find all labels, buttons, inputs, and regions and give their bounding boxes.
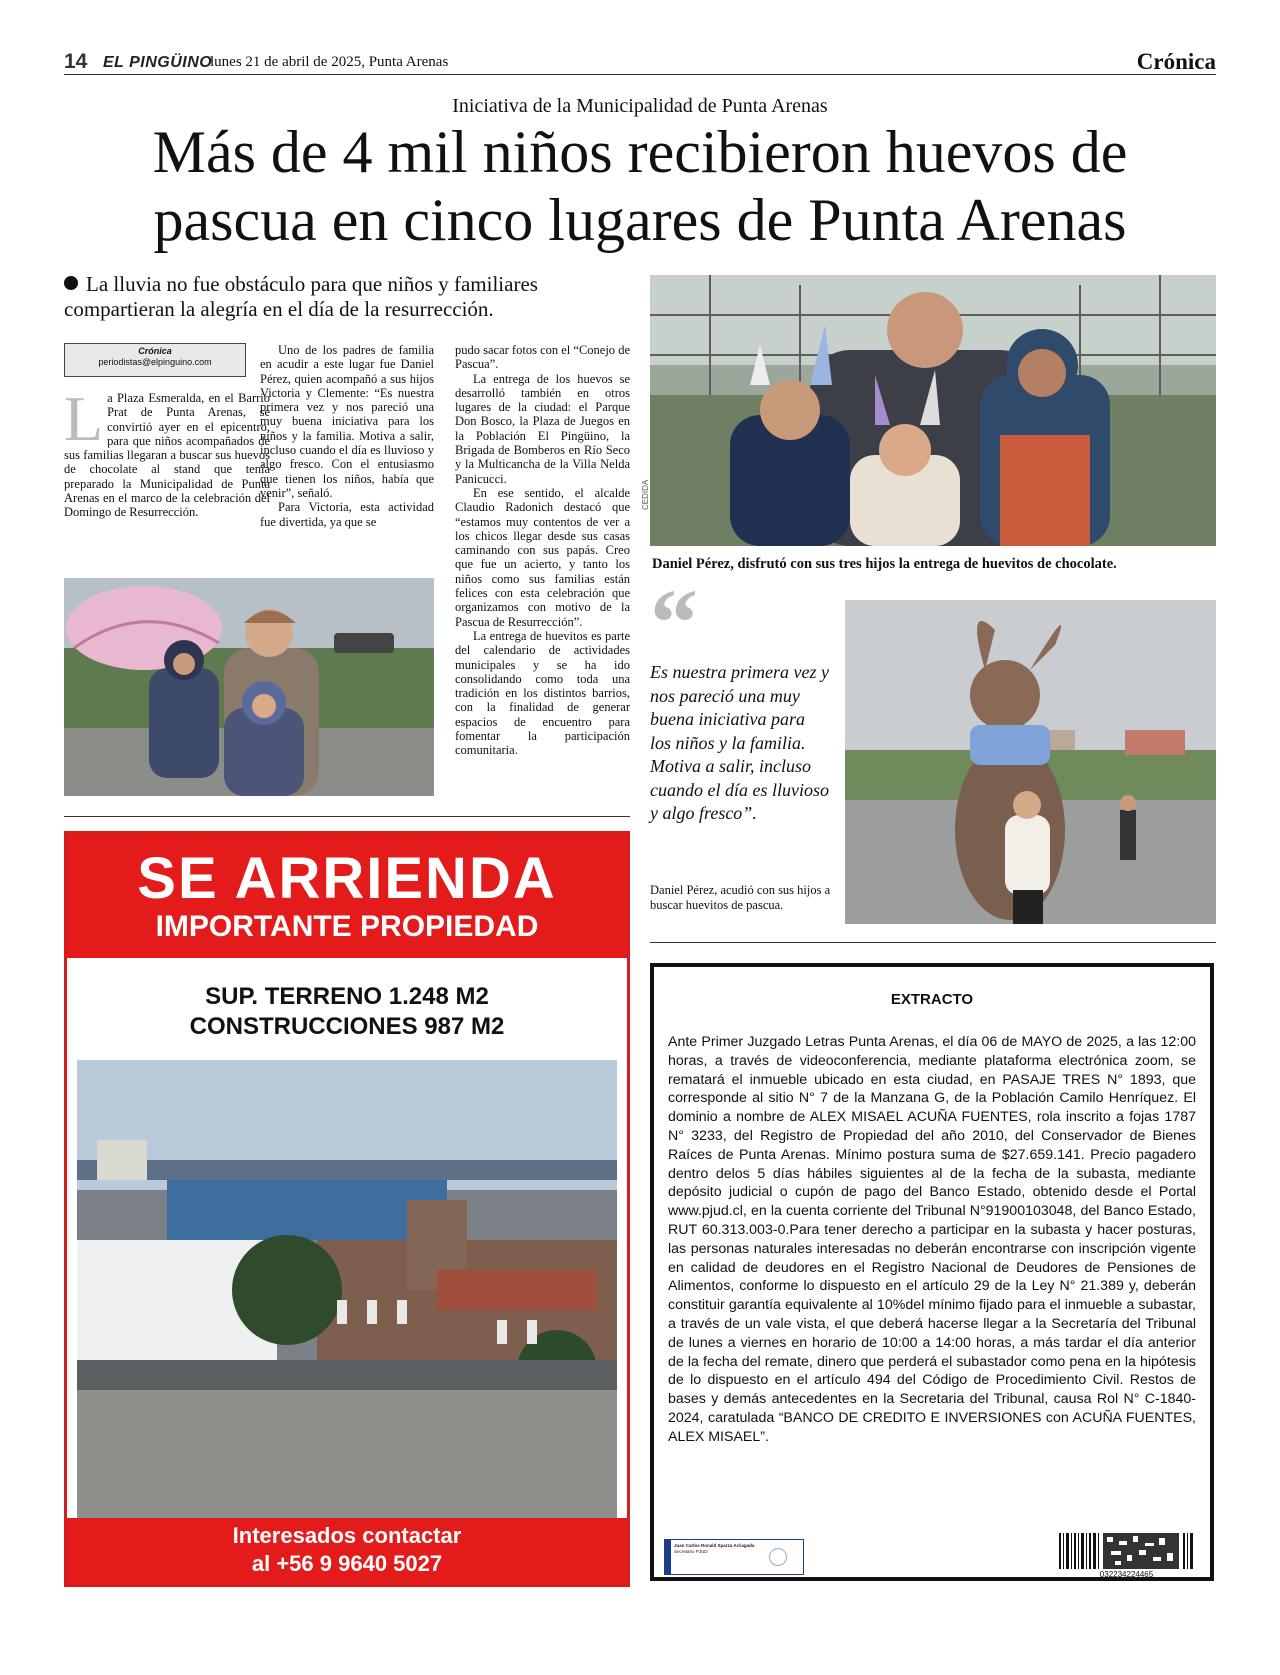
paragraph: a Plaza Esmeralda, en el Barrio Prat de Punta Arenas, se convirtió ayer en el epicentro, para que niños acompañados de sus familias llegaran a buscar sus huevos de chocolate al stand que tenía preparado la Municipalidad de Punta Arenas en el marco de la celebración del Domingo de Resurrección. [64, 391, 270, 520]
paragraph: La entrega de los huevos se desarrolló también en otros lugares de la ciudad: el Parque Don Bosco, la Plaza de Juegos en la Población El Pingüino, la Brigada de Bomberos en Río Seco y la Multicancha de la Villa Nelda Panicucci. [455, 371, 630, 486]
photo-credit: CEDIDA [641, 479, 650, 510]
article-column-2 [260, 343, 434, 529]
photo-family-bunny-ears [650, 275, 1216, 546]
photo-bunny-mascot [845, 600, 1216, 924]
ad-header [67, 834, 627, 958]
lead-text: La lluvia no fue obstáculo para que niños y familiares compartieran la alegría en el día de la resurrección. [64, 272, 538, 321]
ad-contact-phone: al +56 9 9640 5027 [251, 1551, 443, 1576]
rental-advertisement [64, 831, 630, 1587]
barcode-number: 032234224465 [1099, 1570, 1154, 1579]
page-number: 14 [64, 50, 88, 73]
article-kicker: Iniciativa de la Municipalidad de Punta Arenas [452, 95, 828, 117]
paragraph: En ese sentido, el alcalde Claudio Radonich destacó que “estamos muy contentos de ver a los chicos llegar desde sus casas caminando con sus papás. Creo que fue un acierto, y tanto los niños como sus familias están felices con esta celebración que organizamos con motivo de la Pascua de Resurrección”. [455, 485, 630, 629]
barcode [1059, 1533, 1194, 1569]
section-rule [650, 942, 1216, 943]
signature-bar [665, 1540, 671, 1574]
pull-quote: Es nuestra primera vez y nos pareció una muy buena iniciativa para los niños y la familia. Motiva a salir, incluso cuando el día es lluvioso y algo fresco”. [650, 662, 829, 823]
ad-specs [67, 982, 627, 1042]
article-headline: Más de 4 mil niños recibieron huevos de pascua en cinco lugares de Punta Arenas [152, 119, 1128, 253]
byline-name: Crónica [138, 346, 172, 356]
signer-role: Secretario PJUD [674, 1548, 708, 1554]
drop-cap: L [64, 383, 104, 454]
ad-title: SE ARRIENDA [137, 846, 557, 911]
newspaper-logo: EL PINGÜINO [103, 54, 213, 71]
section-name: Crónica [1136, 49, 1216, 74]
photo-caption-2: Daniel Pérez, acudió con sus hijos a buscar huevitos de pascua. [650, 883, 831, 912]
legal-notice-box [650, 963, 1214, 1581]
article-column-3 [455, 343, 630, 758]
legal-notice-body: Ante Primer Juzgado Letras Punta Arenas, el día 06 de MAYO de 2025, a las 12:00 horas, a través de videoconferencia, mediante plataforma electrónica zoom, se rematará el inmueble ubicado en esta ciudad, en PASAJE TRES N° 1893, que corresponde al sitio N° 7 de la Manzana G, de la Población Camilo Henríquez. El dominio a nombre de ALEX MISAEL ACUÑA FUENTES, rola inscrito a fojas 1787 N° 3233, del Registro de Propiedad del año 2010, del Conservador de Bienes Raíces de Punta Arenas. Mínimo postura suma de $27.659.141. Precio pagadero dentro delos 5 días hábiles siguientes al de la fecha de la subasta, mediante depósito judicial o cupón de pago del Banco Estado, obtenido desde el Portal www.pjud.cl, en la cuenta corriente del Tribunal N°91900103048, del Banco Estado, RUT 60.313.003-0.Para tener derecho a participar en la subasta y hacer posturas, las personas naturales interesadas no deberán encontrarse con inscripción vigente en calidad de deudores en el Registro Nacional de Deudores de Pensiones de Alimentos, conforme lo dispuesto en el artículo 29 de la Ley N° 21.389 y, deberán constituir garantía equivalente al 10%del mínimo fijado para el inmueble a subastar, a través de un vale vista, el que deberá hacerse llegar a la Secretaría del Tribunal de lunes a viernes en horario de 10:00 a 14:00 horas, a más tardar el día anterior de la fecha del remate, dinero que perderá el subastador como pena en la hipótesis de lo dispuesto en el artículo 494 del Código de Procedimiento Civil. Restos de bases y demás antecedentes en la Secretaria del Tribunal, causa Rol N° C-1840-2024, caratulada “BANCO DE CREDITO E INVERSIONES con ACUÑA FUENTES, ALEX MISAEL”. [668, 1034, 1196, 1445]
ad-contact [67, 1518, 627, 1584]
bullet-icon [64, 276, 78, 290]
photo-family-umbrella [64, 578, 434, 796]
digital-signature [664, 1539, 804, 1575]
article-lead [64, 272, 644, 322]
section-rule [64, 816, 630, 817]
header-rule [64, 74, 1216, 75]
photo-caption-main: Daniel Pérez, disfrutó con sus tres hijos la entrega de huevitos de chocolate. [652, 556, 1117, 572]
ad-contact-line-1: Interesados contactar [232, 1523, 462, 1548]
lock-icon [769, 1548, 787, 1566]
byline-box [64, 343, 246, 377]
signer-name: Juan Carlos Ronald Sparza Arriagada [674, 1543, 755, 1548]
paragraph: La entrega de huevitos es parte del calendario de actividades municipales y se ha ido consolidando como toda una tradición en los distintos barrios, con la finalidad de generar espacios de encuentro para fomentar la participación comunitaria. [455, 628, 630, 758]
paragraph: pudo sacar fotos con el “Conejo de Pascua”. [455, 343, 630, 372]
property-photo [77, 1060, 617, 1554]
paragraph: Para Victoria, esta actividad fue divertida, ya que se [260, 500, 434, 529]
ad-spec-land: SUP. TERRENO 1.248 M2 [205, 983, 489, 1010]
signature-text [674, 1543, 764, 1554]
date-line: lunes 21 de abril de 2025, Punta Arenas [210, 54, 449, 70]
quote-icon: “ [650, 569, 698, 676]
article-column-1 [64, 383, 270, 520]
byline-email: periodistas@elpinguino.com [98, 357, 212, 367]
legal-notice-title: EXTRACTO [890, 991, 974, 1008]
ad-subtitle: IMPORTANTE PROPIEDAD [155, 910, 539, 943]
paragraph: Uno de los padres de familia en acudir a este lugar fue Daniel Pérez, quien acompañó a sus hijos Victoria y Clemente: “Es nuestra primera vez y nos pareció una muy buena iniciativa para los niños y la familia. Motiva a salir, incluso cuando el día es lluvioso y algo fresco. Con el entusiasmo que tienen los niños, había que venir”, señaló. [260, 343, 434, 500]
ad-spec-buildings: CONSTRUCCIONES 987 M2 [189, 1013, 505, 1040]
